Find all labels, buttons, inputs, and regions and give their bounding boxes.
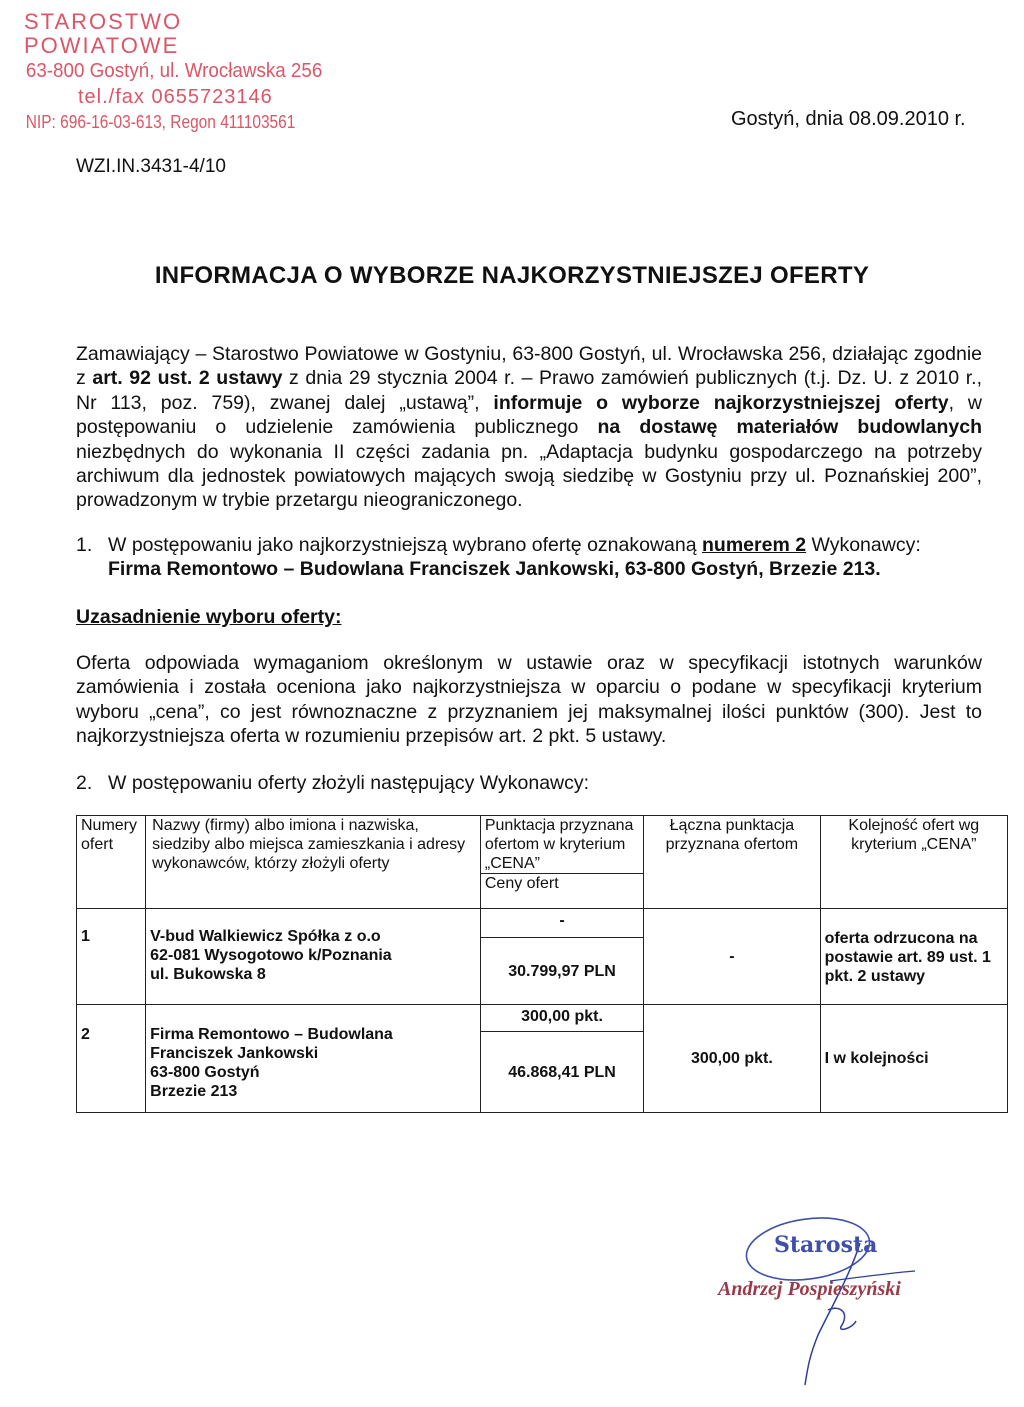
offers-table (76, 815, 1008, 1113)
row-2-number: 2 (77, 1005, 146, 1113)
row-1-points: - (480, 909, 643, 938)
row-2-name-line: Brzezie 213 (150, 1083, 238, 1100)
stamp-office-name: STAROSTWO POWIATOWE (24, 9, 183, 58)
row-2-name-line: 63-800 Gostyń (150, 1064, 260, 1081)
intro-text-2: z dnia 29 stycznia 2004 r. – Prawo zamówień publicznych (t.j. Dz. U. z 2010 r., Nr 113, poz. 759), zwanej dalej „ustawą”, (76, 367, 983, 414)
header-points: Punktacja przyznana ofertom w kryterium „CENA” (480, 816, 643, 874)
stamp-address: 63-800 Gostyń, ul. Wrocławska 256 (25, 60, 323, 82)
intro-text-4: niezbędnych do wykonania II części zadania pn. „Adaptacja budynku gospodarczego na potrzeby archiwum dla jednostek powiatowych mających swoją siedzibę w Gostyniu przy ul. Poznańskiej 200”, prowadzonym w trybie przetargu nieograniczonego. (76, 440, 982, 512)
row-1-rank: oferta odrzucona na postawie art. 89 ust. 1 pkt. 2 ustawy (820, 909, 1007, 1005)
stamp-phone: tel./fax 0655723146 (78, 86, 273, 108)
intro-bold-informs: informuje o wyborze najkorzystniejszej oferty (493, 391, 949, 414)
point-2 (76, 771, 1006, 795)
justification-heading: Uzasadnienie wyboru oferty: (76, 606, 342, 628)
justification-paragraph: Oferta odpowiada wymaganiom określonym w ustawie oraz w specyfikacji istotnych warunków zamówienia i została oceniona jako najkorzystniejsza w oparciu o podane w specyfikacji kryterium wyboru „cena”, co jest równoznaczne z przyznaniem jej maksymalnej ilości punktów (300). Jest to najkorzystniejsza oferta w rozumieniu przepisów art. 2 pkt. 5 ustawy. (76, 652, 982, 748)
header-contractor-names-text: Nazwy (firmy) albo imiona i nazwiska, siedziby albo miejsca zamieszkania i adresy wykonawców, którzy złożyli oferty (152, 817, 466, 872)
row-1-number: 1 (77, 909, 146, 1005)
point-2-text: W postępowaniu oferty złożyli następujący Wykonawcy: (108, 772, 590, 794)
signature-name: Andrzej Pospieszyński (718, 1278, 901, 1300)
point-1 (76, 533, 1006, 582)
row-1-contractor (146, 909, 481, 1005)
row-2-total: 300,00 pkt. (644, 1005, 820, 1113)
header-contractor-names (146, 816, 481, 909)
intro-bold-legal-basis: art. 92 ust. 2 ustawy (92, 367, 283, 390)
point-1-number: 1. (76, 534, 93, 556)
row-2-contractor (146, 1005, 481, 1113)
document-title: INFORMACJA O WYBORZE NAJKORZYSTNIEJSZEJ OFERTY (154, 262, 870, 289)
row-2-name-line: Firma Remontowo – Budowlana (150, 1026, 393, 1043)
signature-title: Starosta (774, 1232, 878, 1258)
stamp-tax-ids: NIP: 696-16-03-613, Regon 411103561 (25, 112, 296, 132)
row-1-name-line: ul. Bukowska 8 (150, 966, 266, 983)
intro-bold-subject: na dostawę materiałów budowlanych (597, 416, 982, 439)
row-2-rank: I w kolejności (820, 1005, 1007, 1113)
row-2-points: 300,00 pkt. (480, 1005, 643, 1032)
point-1-text: W postępowaniu jako najkorzystniejszą wybrano ofertę oznakowaną (108, 534, 702, 556)
row-1-name-line: 62-081 Wysogotowo k/Poznania (150, 947, 392, 964)
row-1-price: 30.799,97 PLN (480, 938, 643, 1005)
point-1-text-after: Wykonawcy: (806, 534, 921, 556)
header-total-points: Łączna punktacja przyznana ofertom (644, 816, 820, 909)
signature-loop (828, 1308, 856, 1329)
office-stamp (24, 10, 344, 134)
header-ranking: Kolejność ofert wg kryterium „CENA” (820, 816, 1007, 909)
reference-number: WZI.IN.3431-4/10 (76, 156, 226, 177)
row-2-name-line: Franciszek Jankowski (150, 1045, 319, 1062)
intro-text-3: , w postępowaniu o udzielenie zamówienia publicznego (76, 391, 982, 439)
header-prices: Ceny ofert (480, 874, 643, 909)
intro-text-1: Zamawiający – Starostwo Powiatowe w Gostyniu, 63-800 Gostyń, ul. Wrocławska 256, działając zgodnie z (76, 343, 982, 390)
intro-paragraph (76, 342, 982, 513)
point-2-number: 2. (76, 772, 93, 794)
header-offer-number: Numery ofert (77, 816, 146, 909)
signature-stroke (805, 1243, 860, 1385)
point-1-offer-number: numerem 2 (702, 534, 807, 556)
table-header-row (77, 816, 1008, 874)
selected-contractor: Firma Remontowo – Budowlana Franciszek Jankowski, 63-800 Gostyń, Brzezie 213. (108, 558, 881, 581)
row-2-price: 46.868,41 PLN (480, 1032, 643, 1113)
row-1-total: - (644, 909, 820, 1005)
table-row (77, 909, 1008, 938)
place-and-date: Gostyń, dnia 08.09.2010 r. (731, 108, 966, 130)
row-1-name-line: V-bud Walkiewicz Spółka z o.o (150, 928, 381, 945)
table-row (77, 1005, 1008, 1032)
